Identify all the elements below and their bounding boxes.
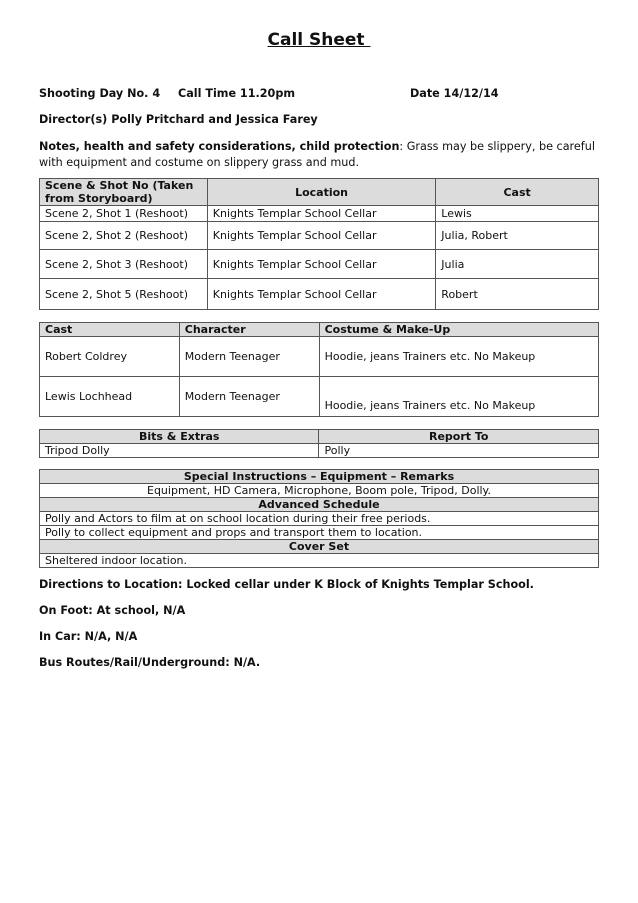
table-header-row	[40, 179, 599, 206]
column-header: Location	[207, 179, 436, 206]
column-header: Cast	[40, 323, 180, 337]
column-header: Costume & Make-Up	[319, 323, 598, 337]
table-cell: Scene 2, Shot 2 (Reshoot)	[40, 222, 208, 250]
column-header: Scene & Shot No (Taken from Storyboard)	[40, 179, 208, 206]
date: Date 14/12/14	[410, 87, 499, 100]
scenes-table	[39, 178, 599, 310]
table-cell: Knights Templar School Cellar	[207, 279, 436, 310]
directors: Director(s) Polly Pritchard and Jessica Farey	[39, 113, 318, 126]
table-cell: Robert Coldrey	[40, 337, 180, 377]
table-row	[40, 526, 599, 540]
call-time: Call Time 11.20pm	[178, 87, 295, 100]
table-row	[40, 377, 599, 417]
advanced-schedule-heading: Advanced Schedule	[40, 498, 599, 512]
column-header: Cast	[436, 179, 599, 206]
table-cell: Lewis	[436, 206, 599, 222]
special-instructions-table	[39, 469, 599, 568]
table-row	[40, 206, 599, 222]
table-cell: Modern Teenager	[179, 377, 319, 417]
table-cell: Robert	[436, 279, 599, 310]
bus-routes: Bus Routes/Rail/Underground: N/A.	[39, 656, 261, 669]
table-row	[40, 222, 599, 250]
column-header: Character	[179, 323, 319, 337]
table-row	[40, 279, 599, 310]
table-cell: Polly	[319, 444, 599, 458]
table-cell: Scene 2, Shot 5 (Reshoot)	[40, 279, 208, 310]
table-row	[40, 554, 599, 568]
cover-set-heading: Cover Set	[40, 540, 599, 554]
table-header-row	[40, 323, 599, 337]
table-row	[40, 444, 599, 458]
bits-table	[39, 429, 599, 458]
table-cell: Hoodie, jeans Trainers etc. No Makeup	[319, 337, 598, 377]
table-row	[40, 484, 599, 498]
advanced-schedule-row: Polly and Actors to film at on school location during their free periods.	[40, 512, 599, 526]
table-cell: Scene 2, Shot 3 (Reshoot)	[40, 250, 208, 279]
directions: Directions to Location: Locked cellar under K Block of Knights Templar School.	[39, 578, 534, 591]
notes-label: Notes, health and safety considerations, child protection	[39, 140, 400, 153]
notes-text: : Grass may be slippery, be careful with equipment and costume on slippery grass and mud.	[39, 140, 595, 169]
table-row	[40, 250, 599, 279]
in-car: In Car: N/A, N/A	[39, 630, 138, 643]
cover-set-row: Sheltered indoor location.	[40, 554, 599, 568]
shooting-day: Shooting Day No. 4	[39, 87, 161, 100]
notes	[39, 139, 604, 170]
column-header: Bits & Extras	[40, 430, 319, 444]
table-row	[40, 337, 599, 377]
header-row	[0, 87, 638, 102]
advanced-schedule-row: Polly to collect equipment and props and transport them to location.	[40, 526, 599, 540]
special-heading: Special Instructions – Equipment – Remarks	[40, 470, 599, 484]
table-cell: Julia, Robert	[436, 222, 599, 250]
table-cell: Knights Templar School Cellar	[207, 250, 436, 279]
page-title: Call Sheet	[267, 30, 371, 50]
table-cell: Hoodie, jeans Trainers etc. No Makeup	[319, 377, 598, 417]
table-cell: Julia	[436, 250, 599, 279]
column-header: Report To	[319, 430, 599, 444]
equipment-row: Equipment, HD Camera, Microphone, Boom pole, Tripod, Dolly.	[40, 484, 599, 498]
table-cell: Knights Templar School Cellar	[207, 206, 436, 222]
table-cell: Lewis Lochhead	[40, 377, 180, 417]
table-header-row	[40, 498, 599, 512]
on-foot: On Foot: At school, N/A	[39, 604, 186, 617]
table-row	[40, 512, 599, 526]
table-header-row	[40, 430, 599, 444]
table-cell: Modern Teenager	[179, 337, 319, 377]
table-cell: Tripod Dolly	[40, 444, 319, 458]
table-cell: Scene 2, Shot 1 (Reshoot)	[40, 206, 208, 222]
cast-table	[39, 322, 599, 417]
table-cell: Knights Templar School Cellar	[207, 222, 436, 250]
table-header-row	[40, 470, 599, 484]
table-header-row	[40, 540, 599, 554]
